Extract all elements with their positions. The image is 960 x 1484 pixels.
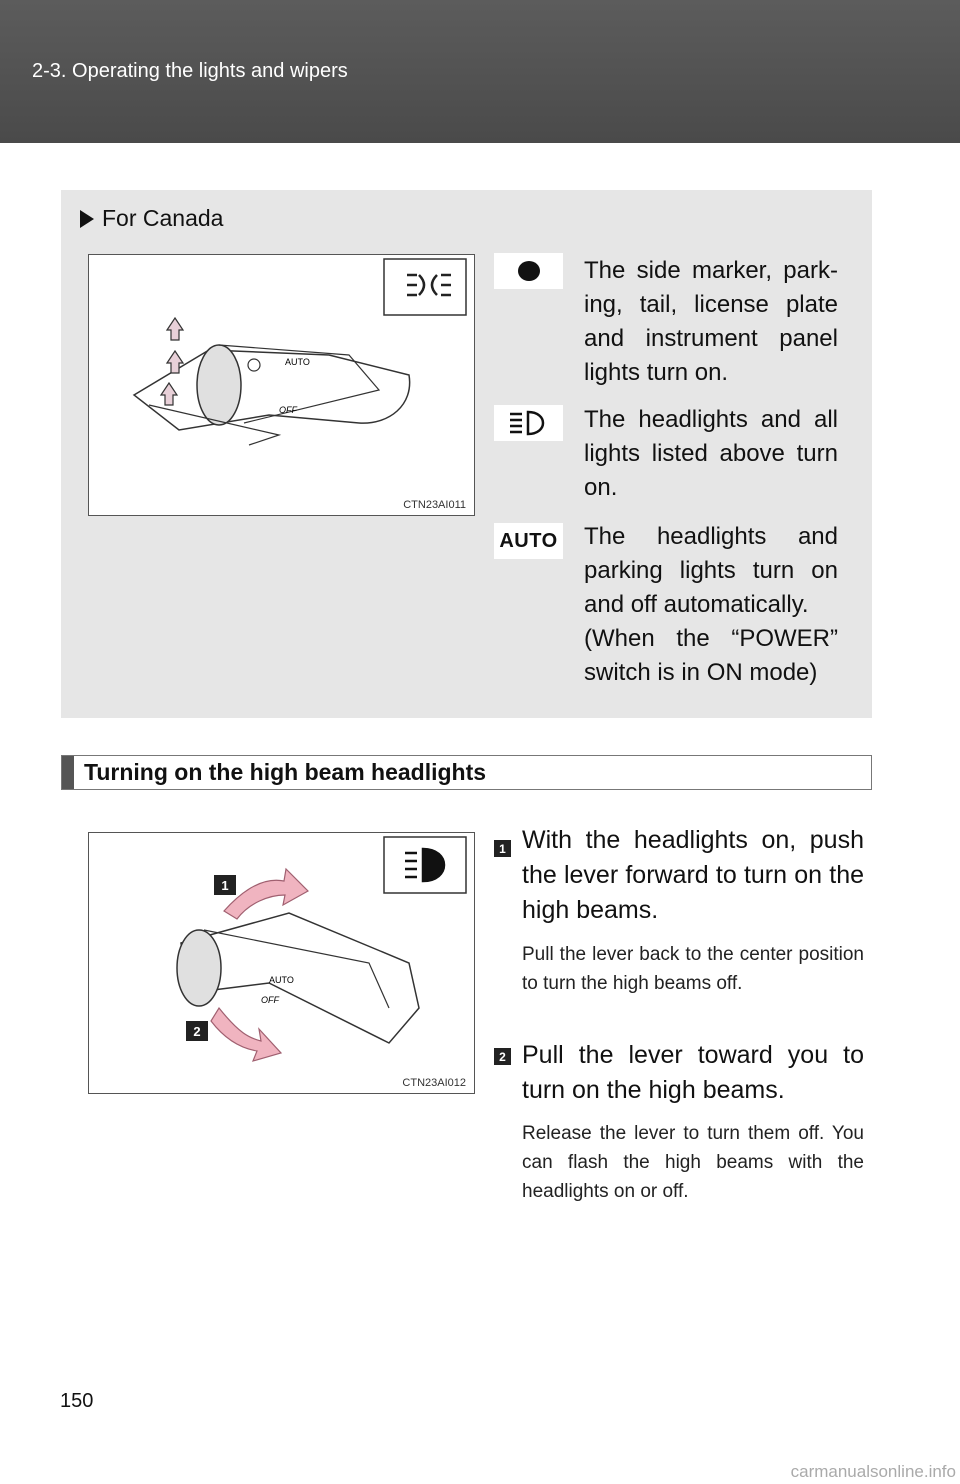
page-number: 150 <box>60 1390 94 1412</box>
high-beam-lever-illustration <box>89 833 474 1093</box>
lever-off-label: OFF <box>279 405 297 415</box>
watermark[interactable]: carmanualsonline.info <box>790 1462 956 1481</box>
power-mode-note: (When the “POWER” switch is in ON mode) <box>584 625 838 686</box>
step-1-badge: 1 <box>494 840 511 857</box>
parking-light-description: The side marker, park-ing, tail, license plate and instrument panel lights turn on. <box>584 257 838 386</box>
canada-heading <box>80 205 223 232</box>
section-heading-bar <box>61 755 872 790</box>
figure-step-1-label: 1 <box>221 878 229 893</box>
triangle-bullet-icon <box>80 210 94 228</box>
step-2-badge: 2 <box>494 1048 511 1065</box>
page-header <box>0 0 960 143</box>
parking-light-icon <box>514 259 544 283</box>
parking-light-icon-box <box>494 253 563 289</box>
lever-auto-label-2: AUTO <box>269 975 294 985</box>
lever-figure-canada <box>88 254 475 516</box>
figure-code: CTN23AI011 <box>403 499 466 511</box>
figure-step-2-label: 2 <box>193 1024 201 1039</box>
auto-icon-box <box>494 523 563 559</box>
low-beam-description: The headlights and all lights listed above turn on. <box>584 406 838 501</box>
figure-code-2: CTN23AI012 <box>402 1077 466 1089</box>
lever-off-label-2: OFF <box>261 995 279 1005</box>
step-1-text: With the headlights on, push the lever forward to turn on the high beams. <box>522 826 864 924</box>
low-beam-icon-box <box>494 405 563 441</box>
push-arrow-icon <box>224 869 308 919</box>
chapter-title: 2-3. Operating the lights and wipers <box>32 60 348 82</box>
lever-figure-high-beam <box>88 832 475 1094</box>
auto-icon: AUTO <box>499 529 558 552</box>
lever-auto-label: AUTO <box>285 357 310 367</box>
step-2-note: Release the lever to turn them off. You can flash the high beams with the headlights on or off. <box>522 1123 864 1202</box>
section-title: Turning on the high beam headlights <box>84 759 487 785</box>
auto-description: The headlights and parking lights turn on and off automatically. <box>584 523 838 618</box>
headlight-lever-illustration <box>89 255 474 515</box>
step-1-note: Pull the lever back to the center position to turn the high beams off. <box>522 944 864 994</box>
step-2-text: Pull the lever toward you to turn on the high beams. <box>522 1041 864 1104</box>
low-beam-icon <box>504 408 554 438</box>
pull-arrow-icon <box>211 1008 281 1061</box>
canada-heading-text: For Canada <box>102 205 224 231</box>
